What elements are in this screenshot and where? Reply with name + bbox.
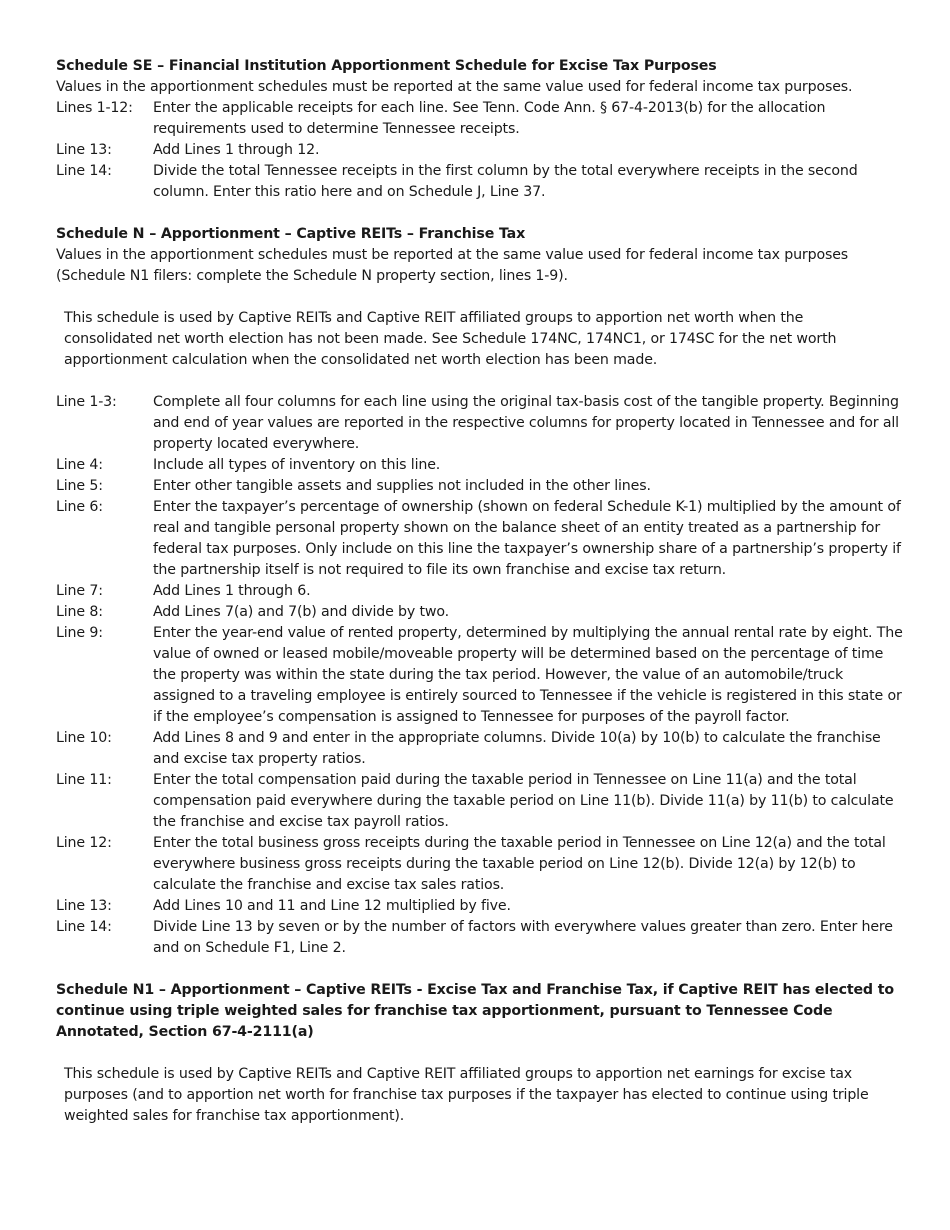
line-label: Line 13:	[56, 898, 112, 914]
schedule-n-line	[56, 476, 906, 497]
line-text: Enter the total business gross receipts during the taxable period in Tennessee on Line 12(a) and the total everywhere business gross receipts during the taxable period on Line 12(b). Divide 12(a) by 12(b) to calculate the franchise and excise tax sales ratios.	[153, 835, 886, 893]
schedule-n-line	[56, 917, 906, 959]
line-text: Add Lines 1 through 12.	[153, 142, 320, 158]
schedule-n-line	[56, 896, 906, 917]
line-text: Divide Line 13 by seven or by the number of factors with everywhere values greater than zero. Enter here and on Schedule F1, Line 2.	[153, 919, 893, 956]
line-label: Line 14:	[56, 163, 112, 179]
instructions-page	[56, 56, 906, 1127]
spacer	[56, 1043, 906, 1064]
line-label: Line 8:	[56, 604, 103, 620]
line-text: Enter the year-end value of rented property, determined by multiplying the annual rental rate by eight. The value of owned or leased mobile/moveable property will be determined based on the percentage of time the property was within the state during the tax period. However, the value of an automobile/truck assigned to a traveling employee is entirely sourced to Tennessee if the vehicle is registered in this state or if the employee’s compensation is assigned to Tennessee for purposes of the payroll factor.	[153, 625, 903, 725]
line-text: Enter the applicable receipts for each line. See Tenn. Code Ann. § 67-4-2013(b) for the allocation requirements used to determine Tennessee receipts.	[153, 100, 826, 137]
line-label: Line 11:	[56, 772, 112, 788]
line-text: Add Lines 8 and 9 and enter in the appropriate columns. Divide 10(a) by 10(b) to calculate the franchise and excise tax property ratios.	[153, 730, 881, 767]
schedule-n-line	[56, 497, 906, 581]
schedule-n-line	[56, 728, 906, 770]
schedule-n-heading: Schedule N – Apportionment – Captive REITs – Franchise Tax	[56, 226, 526, 242]
spacer	[56, 371, 906, 392]
line-label: Line 10:	[56, 730, 112, 746]
schedule-n1-section	[56, 980, 906, 1127]
schedule-n-section	[56, 224, 906, 959]
line-label: Line 5:	[56, 478, 103, 494]
line-text: Enter the total compensation paid during the taxable period in Tennessee on Line 11(a) and the total compensation paid everywhere during the taxable period on Line 11(b). Divide 11(a) by 11(b) to calculate the franchise and excise tax payroll ratios.	[153, 772, 894, 830]
line-label: Line 6:	[56, 499, 103, 515]
line-label: Line 4:	[56, 457, 103, 473]
line-text: Enter other tangible assets and supplies not included in the other lines.	[153, 478, 651, 494]
line-text: Complete all four columns for each line using the original tax-basis cost of the tangible property. Beginning and end of year values are reported in the respective columns for property located in Tennessee and for all property located everywhere.	[153, 394, 899, 452]
line-text: Add Lines 7(a) and 7(b) and divide by two.	[153, 604, 450, 620]
spacer	[56, 959, 906, 980]
schedule-n-line	[56, 623, 906, 728]
schedule-n-line	[56, 392, 906, 455]
schedule-n1-note: This schedule is used by Captive REITs and Captive REIT affiliated groups to apportion net earnings for excise tax purposes (and to apportion net worth for franchise tax purposes if the taxpayer has elected to continue using triple weighted sales for franchise tax apportionment).	[64, 1066, 869, 1124]
spacer	[56, 203, 906, 224]
schedule-se-line	[56, 98, 906, 140]
schedule-n1-heading: Schedule N1 – Apportionment – Captive REITs - Excise Tax and Franchise Tax, if Captive REIT has elected to continue using triple weighted sales for franchise tax apportionment, pursuant to Tennessee Code Annotated, Section 67-4-2111(a)	[56, 982, 894, 1040]
line-label: Line 13:	[56, 142, 112, 158]
line-text: Include all types of inventory on this line.	[153, 457, 441, 473]
schedule-se-intro: Values in the apportionment schedules must be reported at the same value used for federal income tax purposes.	[56, 79, 853, 95]
line-label: Lines 1-12:	[56, 100, 133, 116]
schedule-n-line	[56, 455, 906, 476]
schedule-n-line	[56, 770, 906, 833]
schedule-n-line	[56, 602, 906, 623]
schedule-se-heading: Schedule SE – Financial Institution Apportionment Schedule for Excise Tax Purposes	[56, 58, 717, 74]
line-label: Line 7:	[56, 583, 103, 599]
schedule-n-line	[56, 581, 906, 602]
line-label: Line 14:	[56, 919, 112, 935]
line-label: Line 1-3:	[56, 394, 117, 410]
line-label: Line 9:	[56, 625, 103, 641]
schedule-n-line	[56, 833, 906, 896]
line-label: Line 12:	[56, 835, 112, 851]
line-text: Add Lines 1 through 6.	[153, 583, 311, 599]
schedule-se-section	[56, 56, 906, 203]
schedule-n-intro: Values in the apportionment schedules must be reported at the same value used for federal income tax purposes (Schedule N1 filers: complete the Schedule N property section, lines 1-9).	[56, 247, 849, 284]
schedule-se-line	[56, 140, 906, 161]
schedule-n-note: This schedule is used by Captive REITs and Captive REIT affiliated groups to apportion net worth when the consolidated net worth election has not been made. See Schedule 174NC, 174NC1, or 174SC for the net worth apportionment calculation when the consolidated net worth election has been made.	[64, 310, 837, 368]
line-text: Enter the taxpayer’s percentage of ownership (shown on federal Schedule K-1) multiplied by the amount of real and tangible personal property shown on the balance sheet of an entity treated as a partnership for federal tax purposes. Only include on this line the taxpayer’s ownership share of a partnership’s property if the partnership itself is not required to file its own franchise and excise tax return.	[153, 499, 901, 578]
line-text: Add Lines 10 and 11 and Line 12 multiplied by five.	[153, 898, 511, 914]
schedule-se-line	[56, 161, 906, 203]
spacer	[56, 287, 906, 308]
line-text: Divide the total Tennessee receipts in the first column by the total everywhere receipts in the second column. Enter this ratio here and on Schedule J, Line 37.	[153, 163, 858, 200]
